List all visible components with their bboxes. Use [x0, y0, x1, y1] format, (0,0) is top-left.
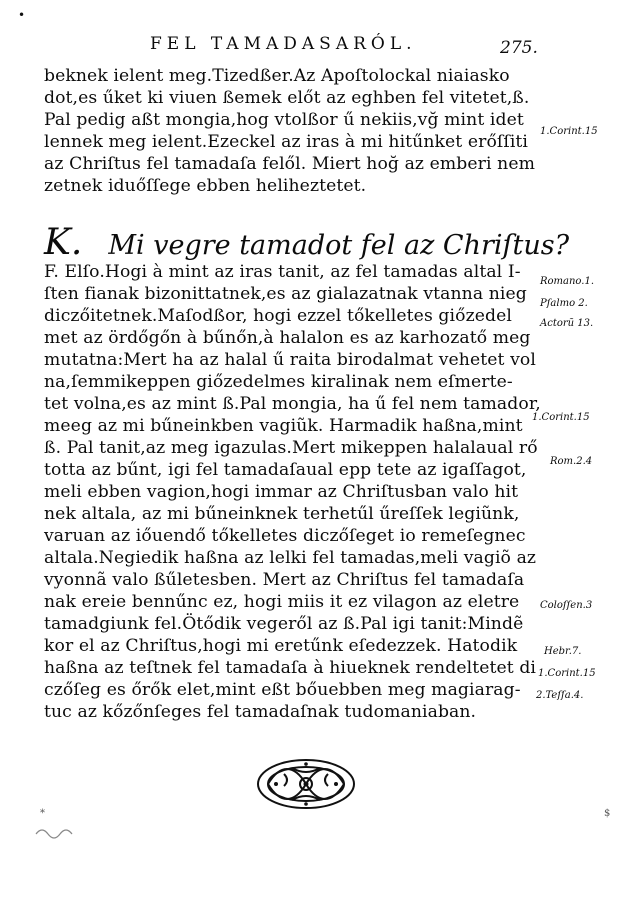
text-line: diczőitetnek.Maſodßor, hogi ezzel tőkelletes giőzedel: [44, 306, 512, 326]
text-line: totta az bűnt, igi fel tamadaſaual epp tete az igaſſagot,: [44, 460, 527, 480]
text-line: varuan az iőuendő tőkelletes diczőſeget io remeſegnec: [44, 526, 526, 546]
text-line: lennek meg ielent.Ezeckel az iras à mi hitűnket erőſſiti: [44, 132, 529, 152]
text-line: mutatna:Mert ha az halal ű raita birodalmat vehetet vol: [44, 350, 536, 370]
ornament-flourish-icon: [254, 756, 358, 812]
text-line: nak ereie bennűnc ez, hogi miis it ez vilagon az eletre: [44, 592, 520, 612]
text-line: meeg az mi bűneinkben vagiũk. Harmadik haßna,mint: [44, 416, 523, 436]
margin-note: Pſalmo 2.: [540, 298, 588, 309]
question-letter: K.: [44, 222, 83, 263]
text-line: tuc az kőzőnſeges fel tamadaſnak tudomaniaban.: [44, 702, 477, 722]
text-line: czőſeg es őrők elet,mint eßt bőuebben meg magiarag-: [44, 680, 521, 700]
text-line: meli ebben vagion,hogi immar az Chriſtusban valo hit: [44, 482, 519, 502]
text-line: az Chriſtus fel tamadaſa felől. Miert hoğ az emberi nem: [44, 154, 535, 174]
faded-scribble-icon: [34, 824, 74, 840]
text-line: F. Elſo.Hogi à mint az iras tanit, az fel tamadas altal I-: [44, 262, 521, 282]
ink-speck: •: [18, 8, 26, 22]
text-line: Pal pedig aßt mongia,hog vtolßor ű nekiis,vğ mint idet: [44, 110, 524, 130]
ink-speck: *: [40, 808, 45, 819]
question-text: Mi vegre tamadot fel az Chriſtus?: [108, 230, 570, 261]
margin-note: 1.Corint.15: [540, 126, 598, 137]
question-heading: [44, 222, 569, 263]
text-line: nek altala, az mi bűneinknek terhetűl űreſſek legiũnk,: [44, 504, 520, 524]
margin-note: 2.Teſſa.4.: [536, 690, 584, 701]
text-line: kor el az Chriſtus,hogi mi eretűnk eſedezzek. Hatodik: [44, 636, 518, 656]
margin-note: Romano.1.: [540, 276, 594, 287]
text-line: ß. Pal tanit,az meg igazulas.Mert mikeppen halalaual rő: [44, 438, 538, 458]
text-line: met az ördőgőn à bűnőn,à halalon es az karhozatő meg: [44, 328, 531, 348]
text-line: zetnek iduőſſege ebben heliheztetet.: [44, 176, 367, 196]
text-line: tamadgiunk fel.Ötődik vegeről az ß.Pal igi tanit:Mindẽ: [44, 614, 524, 634]
margin-note: 1.Corint.15: [532, 412, 590, 423]
text-line: beknek ielent meg.Tizedßer.Az Apoſtolockal niaiasko: [44, 66, 510, 86]
margin-note: Actorũ 13.: [540, 318, 594, 329]
margin-note: 1.Corint.15: [538, 668, 596, 679]
margin-note: Hebr.7.: [544, 646, 582, 657]
margin-note: Coloſſen.3: [540, 600, 593, 611]
page-number: 275.: [500, 38, 538, 58]
running-head: FEL TAMADASARÓL.: [150, 34, 417, 54]
text-line: ſten fianak bizonittatnek,es az gialazatnak vtanna nieg: [44, 284, 527, 304]
text-line: haßna az teſtnek fel tamadaſa à hiueknek rendeltetet di: [44, 658, 537, 678]
text-line: vyonnã valo ßűletesben. Mert az Chriſtus fel tamadaſa: [44, 570, 525, 590]
text-line: na,ſemmikeppen giőzedelmes kiralinak nem eſmerte-: [44, 372, 513, 392]
text-line: tet volna,es az mint ß.Pal mongia, ha ű fel nem tamador,: [44, 394, 541, 414]
ink-speck: $: [604, 808, 611, 819]
margin-note: Rom.2.4: [550, 456, 593, 467]
text-line: dot,es űket ki viuen ßemek előt az eghben fel vitetet,ß.: [44, 88, 530, 108]
text-line: altala.Negiedik haßna az lelki fel tamadas,meli vagiõ az: [44, 548, 537, 568]
